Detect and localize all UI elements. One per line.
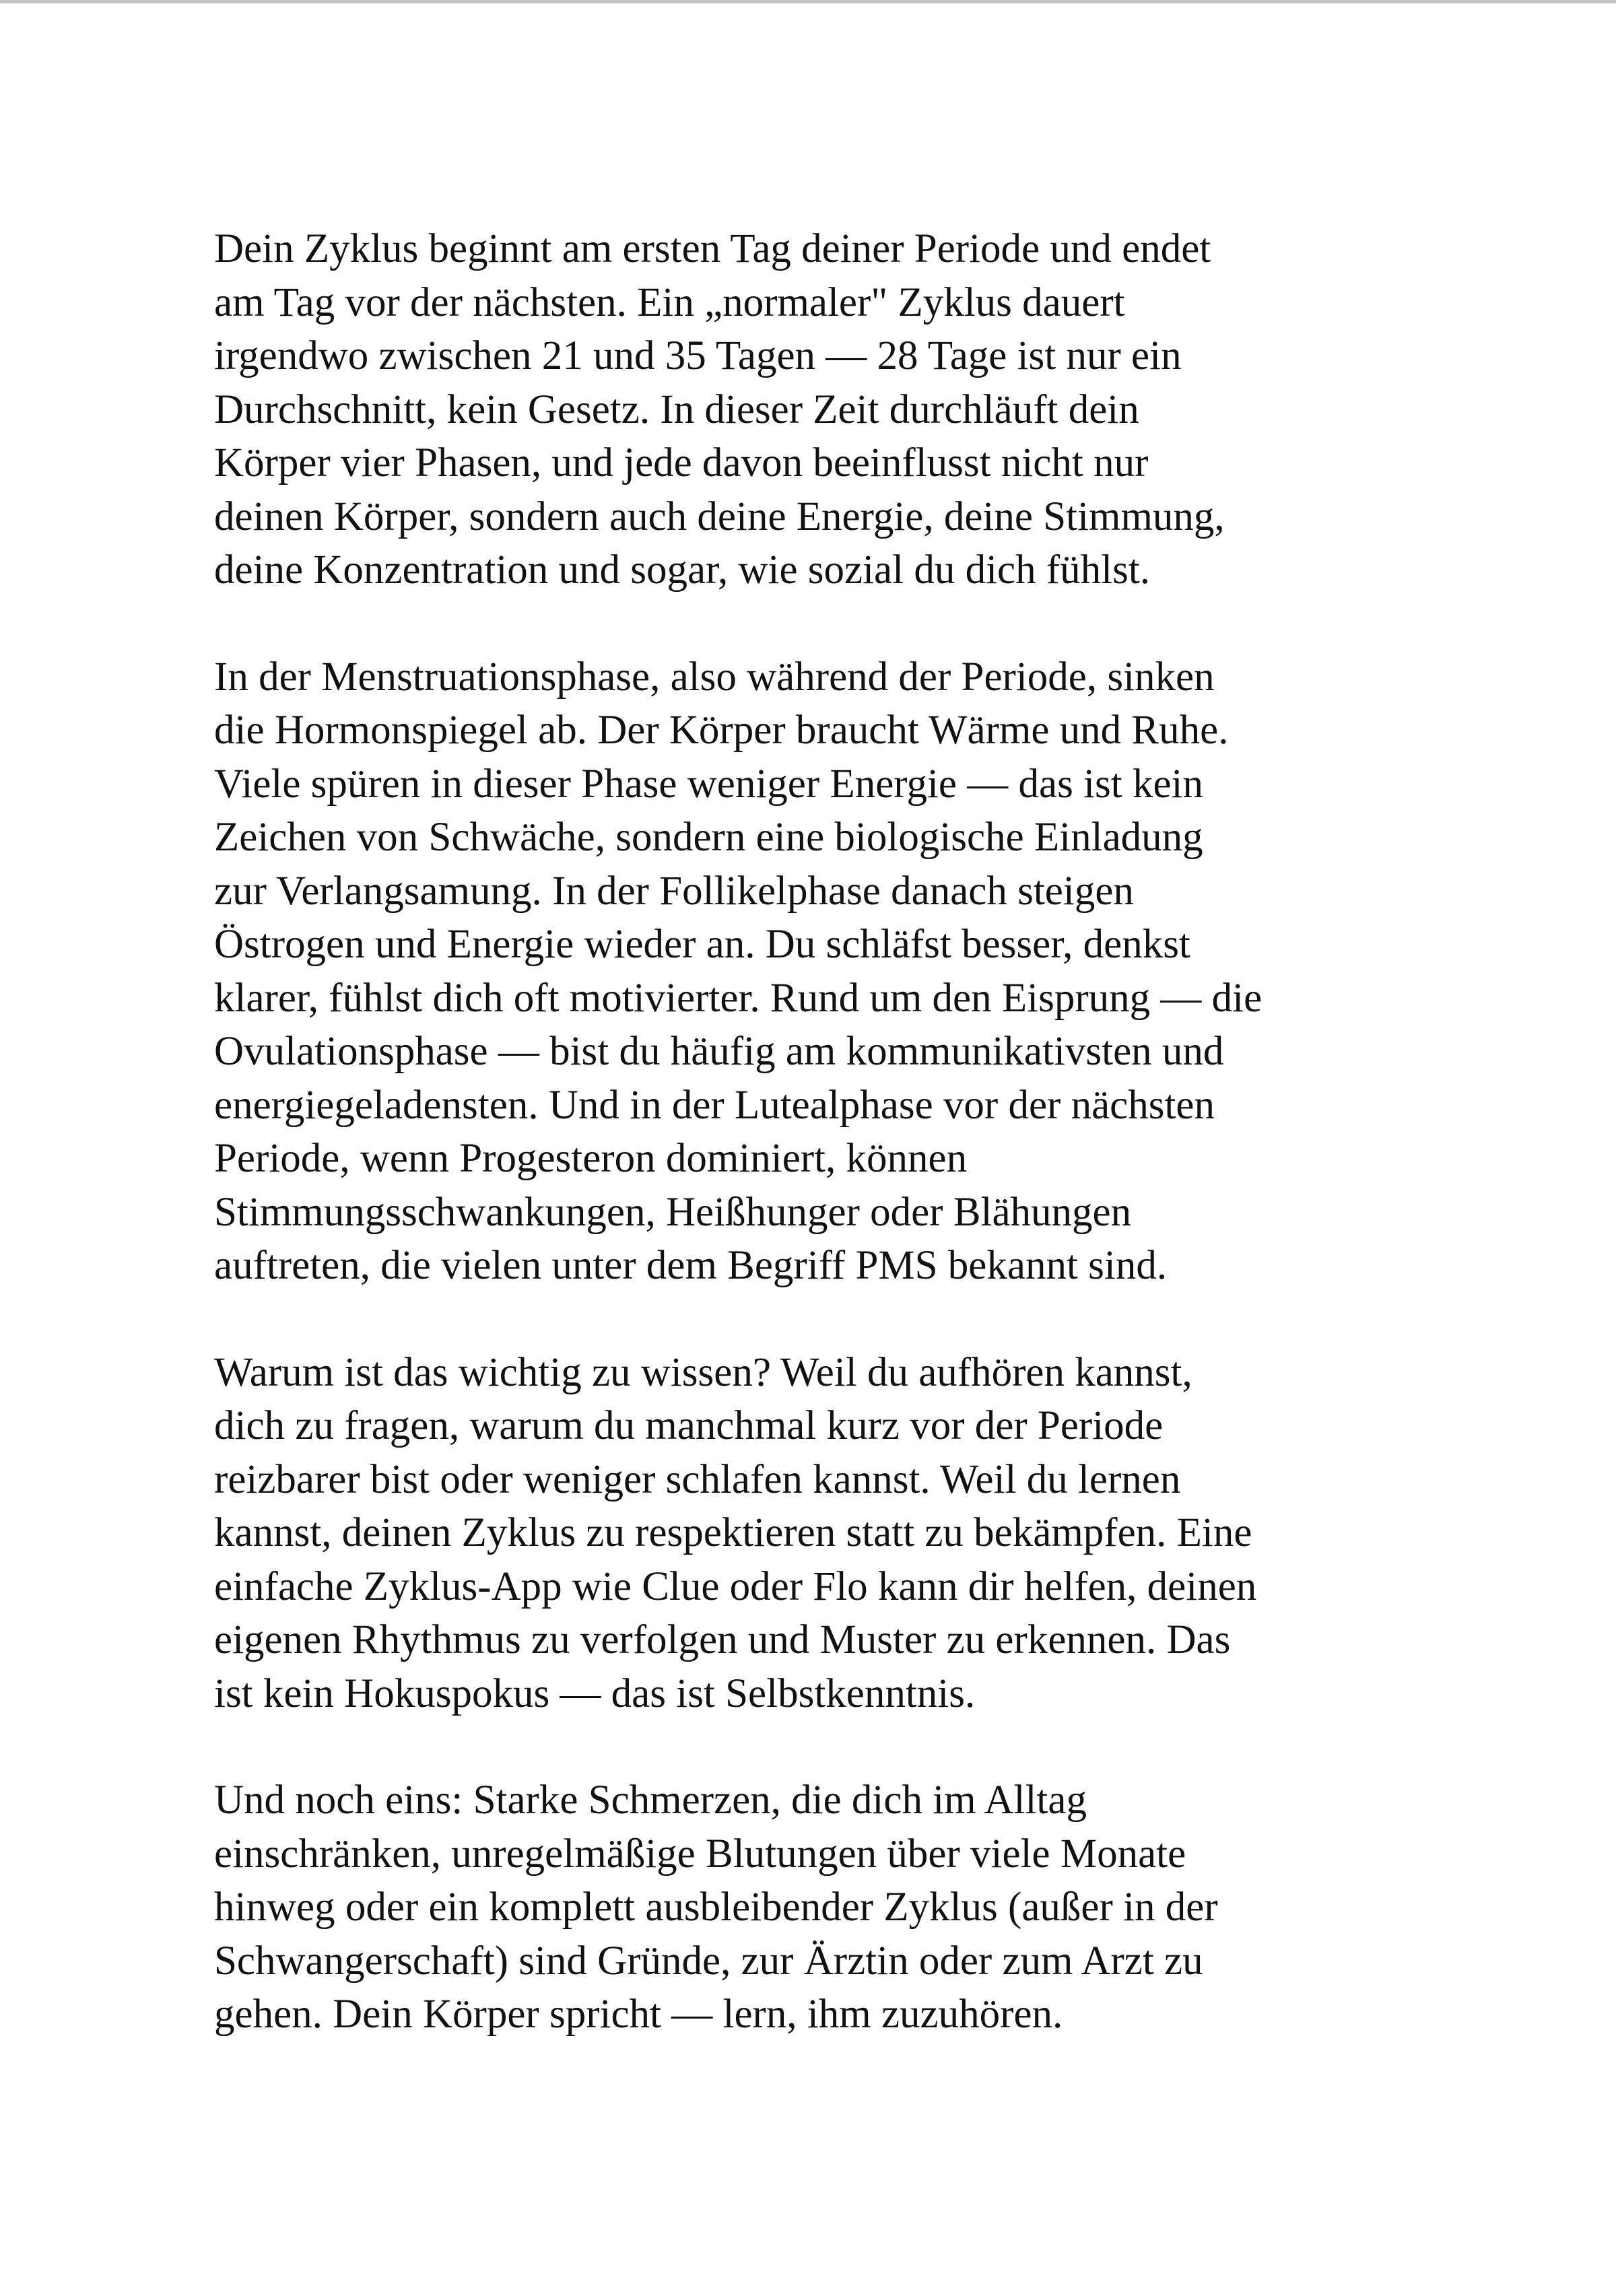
top-divider: [0, 0, 1616, 3]
paragraph-cycle-intro: Dein Zyklus beginnt am ersten Tag deiner Periode und endet am Tag vor der nächsten. Ein „normaler" Zyklus dauert irgendwo zwischen 21 und 35 Tagen — 28 Tage ist nur ein Durchschnitt, kein Gesetz. In dieser Zeit durchläuft dein Körper vier Phasen, und jede davon beeinflusst nicht nur deinen Körper, sondern auch deine Energie, deine Stimmung, deine Konzentration und sogar, wie sozial du dich fühlst.: [214, 226, 1225, 593]
paragraph-see-doctor: Und noch eins: Starke Schmerzen, die dich im Alltag einschränken, unregelmäßige Blutungen über viele Monate hinweg oder ein komplett ausbleibender Zyklus (außer in der Schwangerschaft) sind Gründe, zur Ärztin oder zum Arzt zu gehen. Dein Körper spricht — lern, ihm zuzuhören.: [214, 1778, 1218, 2037]
document-body: [214, 222, 1440, 2041]
paragraph-cycle-phases: In der Menstruationsphase, also während der Periode, sinken die Hormonspiegel ab. Der Körper braucht Wärme und Ruhe. Viele spüren in dieser Phase weniger Energie — das ist kein Zeichen von Schwäche, sondern eine biologische Einladung zur Verlangsamung. In der Follikelphase danach steigen Östrogen und Energie wieder an. Du schläfst besser, denkst klarer, fühlst dich oft motivierter. Rund um den Eisprung — die Ovulationsphase — bist du häufig am kommunikativsten und energiegeladensten. Und in der Lutealphase vor der nächsten Periode, wenn Progesteron dominiert, können Stimmungsschwankungen, Heißhunger oder Blähungen auftreten, die vielen unter dem Begriff PMS bekannt sind.: [214, 654, 1262, 1288]
paragraph-why-important: Warum ist das wichtig zu wissen? Weil du aufhören kannst, dich zu fragen, warum du manchmal kurz vor der Periode reizbarer bist oder weniger schlafen kannst. Weil du lernen kannst, deinen Zyklus zu respektieren statt zu bekämpfen. Eine einfache Zyklus-App wie Clue oder Flo kann dir helfen, deinen eigenen Rhythmus zu verfolgen und Muster zu erkennen. Das ist kein Hokuspokus — das ist Selbstkenntnis.: [214, 1349, 1257, 1716]
